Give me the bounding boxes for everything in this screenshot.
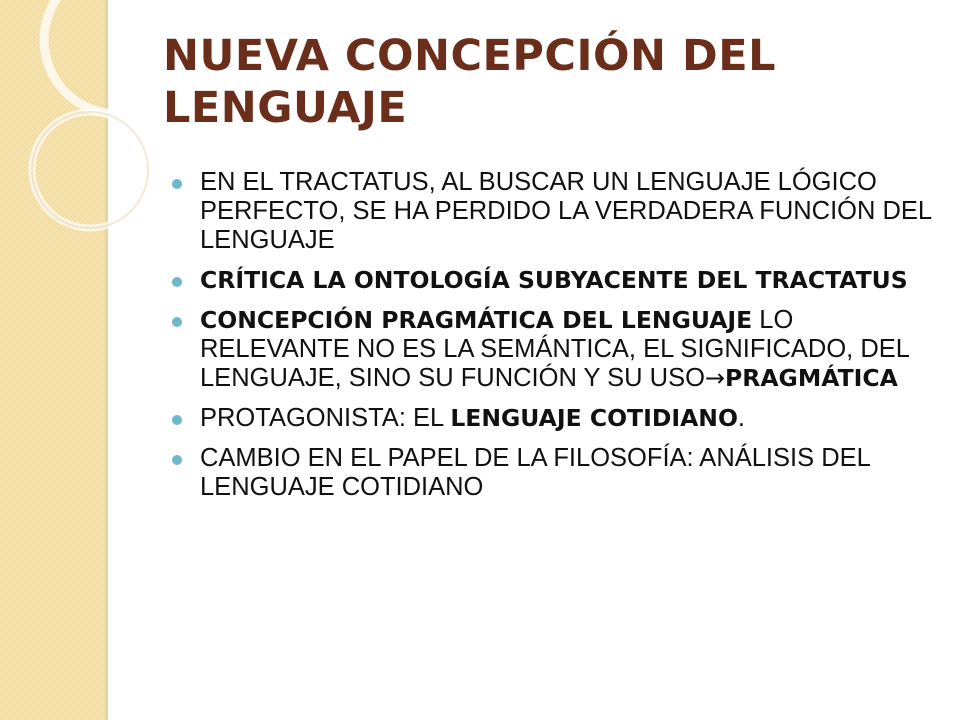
bullet-text: LO RELEVANTE NO ES LA SEMÁNTICA, EL SIGNIFICADO, DEL LENGUAJE, SINO SU FUNCIÓN Y SU USO bbox=[200, 306, 909, 392]
bullet-text: PROTAGONISTA: EL bbox=[200, 404, 451, 432]
bullet-list bbox=[168, 168, 938, 513]
circle-bullet-icon bbox=[172, 455, 182, 465]
bullet-text: CAMBIO EN EL PAPEL DE LA FILOSOFÍA: ANÁLISIS DEL LENGUAJE COTIDIANO bbox=[200, 444, 870, 501]
circle-bullet-icon bbox=[172, 415, 182, 425]
bullet-item-concepcion bbox=[168, 306, 938, 393]
decorative-ring-outline bbox=[32, 112, 148, 228]
bullet-bold-text: CRÍTICA LA ONTOLOGÍA SUBYACENTE DEL TRACTATUS bbox=[200, 266, 908, 294]
decorative-ring-large bbox=[44, 0, 180, 114]
bullet-text: EN EL TRACTATUS, AL BUSCAR UN LENGUAJE LÓGICO PERFECTO, SE HA PERDIDO LA VERDADERA FUNCIÓN DEL LENGUAJE bbox=[200, 168, 932, 254]
right-arrow-icon: → bbox=[704, 364, 726, 392]
bullet-bold-end-text: PRAGMÁTICA bbox=[725, 364, 898, 392]
bullet-end-text: . bbox=[737, 404, 746, 432]
circle-bullet-icon bbox=[172, 317, 182, 327]
circle-bullet-icon bbox=[172, 179, 182, 189]
bullet-item-tractatus bbox=[168, 168, 938, 255]
slide-title: NUEVA CONCEPCIÓN DEL LENGUAJE bbox=[163, 31, 776, 133]
bullet-item-cambio bbox=[168, 444, 938, 502]
bullet-item-protagonista bbox=[168, 404, 938, 433]
circle-bullet-icon bbox=[172, 277, 182, 287]
bullet-item-critica bbox=[168, 266, 938, 295]
bullet-bold-text: LENGUAJE COTIDIANO bbox=[450, 404, 738, 432]
decorative-rings bbox=[0, 0, 180, 260]
bullet-bold-text: CONCEPCIÓN PRAGMÁTICA DEL LENGUAJE bbox=[200, 306, 753, 334]
